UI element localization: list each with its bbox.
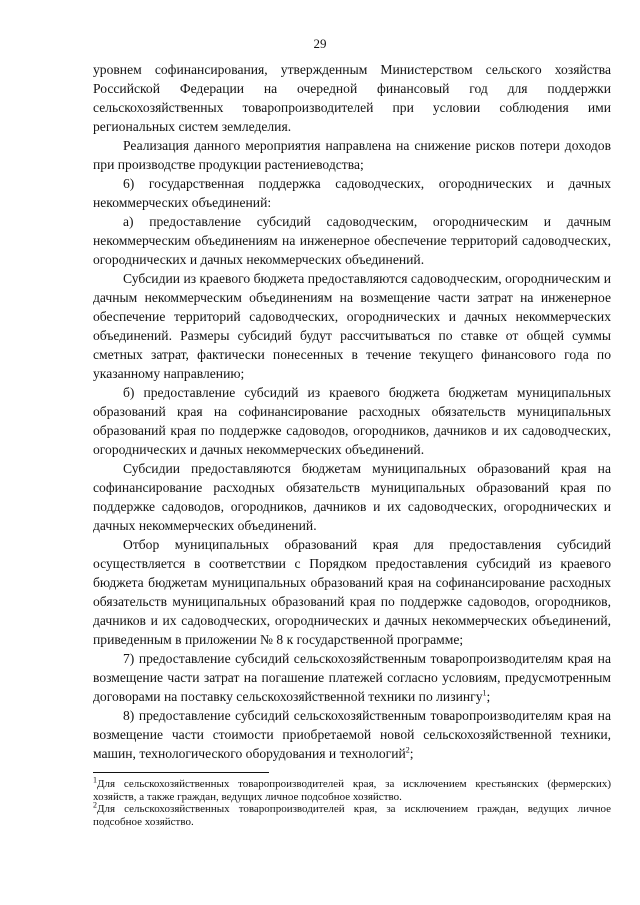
footnote-separator xyxy=(93,772,269,773)
footnote-2 xyxy=(93,800,611,828)
paragraph-item-6: 6) государственная поддержка садоводческих, огороднических и дачных некоммерческих объединений: xyxy=(93,176,611,210)
paragraph-item-6a: а) предоставление субсидий садоводческим, огородническим и дачным некоммерческим объединениям на инженерное обеспечение территорий садоводческих, огороднических и дачных некоммерческих объединений. xyxy=(93,214,611,267)
paragraph-item-7 xyxy=(93,649,611,706)
paragraph-subsidies-municipal: Субсидии предоставляются бюджетам муниципальных образований края на софинансирование расходных обязательств муниципальных образований края по поддержке садоводов, огородников, дачников и их садоводческих, огороднических и дачных некоммерческих объединений. xyxy=(93,461,611,533)
footnote-2-mark: 2 xyxy=(93,800,97,810)
footnote-2-text: Для сельскохозяйственных товаропроизводителей края, за исключением граждан, ведущих личное подсобное хозяйство. xyxy=(93,803,611,828)
footnote-ref-1: 1 xyxy=(482,688,487,698)
paragraph-item-6b: б) предоставление субсидий из краевого бюджета бюджетам муниципальных образований края на софинансирование расходных обязательств муниципальных образований края по поддержке садоводов, огородников, дачников и их садоводческих, огороднических и дачных некоммерческих объединений. xyxy=(93,385,611,457)
footnotes xyxy=(93,775,611,828)
paragraph-continuation: уровнем софинансирования, утвержденным Министерством сельского хозяйства Российской Федерации на очередной финансовый год для поддержки сельскохозяйственных товаропроизводителей при условии соблюдения ими региональных систем земледелия. xyxy=(93,62,611,134)
paragraph-item-7-tail: ; xyxy=(486,689,491,704)
footnote-ref-2: 2 xyxy=(405,745,410,755)
paragraph-item-7-text: 7) предоставление субсидий сельскохозяйственным товаропроизводителям края на возмещение части затрат на погашение платежей согласно условиям, предусмотренным договорами на поставку сельскохозяйственной техники по лизингу xyxy=(93,651,611,704)
paragraph-selection: Отбор муниципальных образований края для предоставления субсидий осуществляется в соответствии с Порядком предоставления субсидий из краевого бюджета бюджетам муниципальных образований края на софинансирование расходных обязательств муниципальных образований края по поддержке садоводов, огородников, дачников и их садоводческих, огороднических и дачных некоммерческих объединений, приведенным в приложении № 8 к государственной программе; xyxy=(93,537,611,647)
paragraph-item-8-text: 8) предоставление субсидий сельскохозяйственным товаропроизводителям края на возмещение части стоимости приобретаемой новой сельскохозяйственной техники, машин, технологического оборудования и технологий xyxy=(93,708,611,761)
page-number: 29 xyxy=(313,36,327,51)
paragraph-subsidies-regional: Субсидии из краевого бюджета предоставляются садоводческим, огородническим и дачным некоммерческим объединениям на возмещение части затрат на инженерное обеспечение территорий садоводческих, огороднических и дачных некоммерческих объединений. Размеры субсидий будут рассчитываться по ставке от общей суммы сметных затрат, фактически понесенных в течение текущего финансового года по указанному направлению; xyxy=(93,271,611,381)
footnote-1-text: Для сельскохозяйственных товаропроизводителей края, за исключением крестьянских (фермерских) хозяйств, а также граждан, ведущих личное подсобное хозяйство. xyxy=(93,778,611,803)
paragraph-item-8-tail: ; xyxy=(409,746,414,761)
footnote-1 xyxy=(93,775,611,803)
footnote-1-mark: 1 xyxy=(93,775,97,785)
body-text xyxy=(93,60,611,763)
paragraph-risk-reduction: Реализация данного мероприятия направлена на снижение рисков потери доходов при производстве продукции растениеводства; xyxy=(93,138,611,172)
paragraph-item-8 xyxy=(93,706,611,763)
